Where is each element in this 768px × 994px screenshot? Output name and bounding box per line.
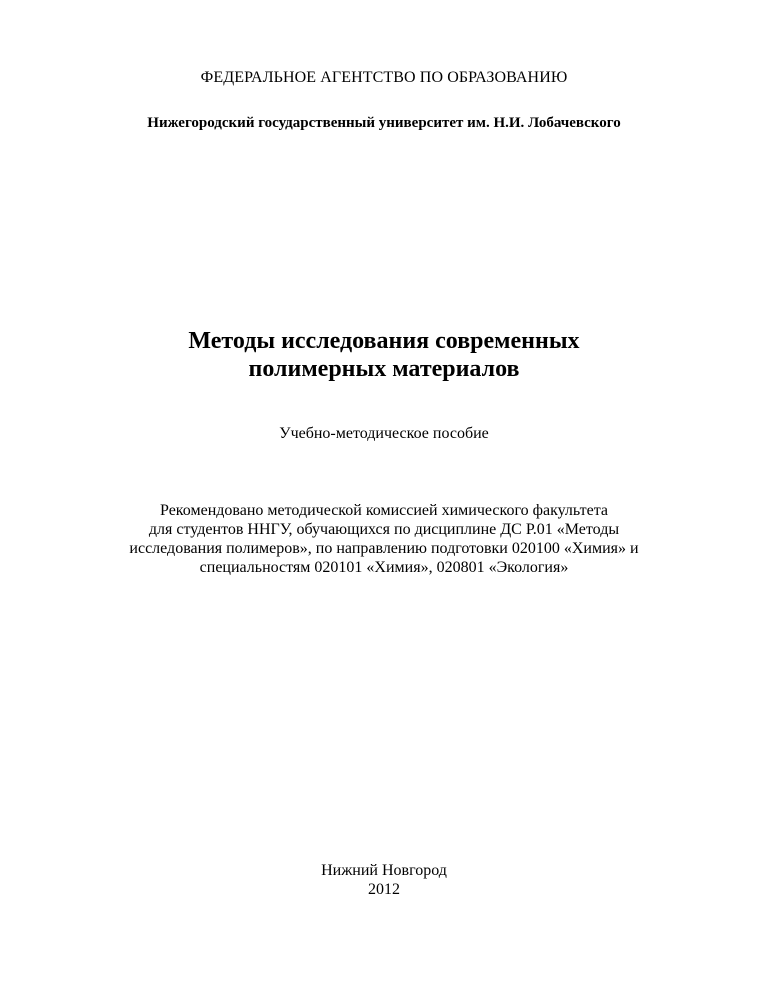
title-line: полимерных материалов	[248, 356, 520, 382]
recommendation-line: специальностям 020101 «Химия», 020801 «Экология»	[199, 559, 569, 576]
recommendation-line: исследования полимеров», по направлению подготовки 020100 «Химия» и	[129, 540, 639, 557]
recommendation-note	[0, 501, 768, 577]
document-subtitle: Учебно-методическое пособие	[279, 425, 489, 442]
document-title	[0, 327, 768, 383]
recommendation-line: для студентов ННГУ, обучающихся по дисциплине ДС Р.01 «Методы	[148, 521, 620, 538]
university-name: Нижегородский государственный университет им. Н.И. Лобачевского	[147, 115, 621, 131]
agency-name: ФЕДЕРАЛЬНОЕ АГЕНТСТВО ПО ОБРАЗОВАНИЮ	[200, 69, 568, 86]
recommendation-line: Рекомендовано методической комиссией химического факультета	[160, 502, 608, 519]
title-line: Методы исследования современных	[188, 328, 580, 354]
imprint	[0, 861, 768, 899]
imprint-city: Нижний Новгород	[321, 862, 447, 879]
imprint-year: 2012	[368, 881, 400, 898]
